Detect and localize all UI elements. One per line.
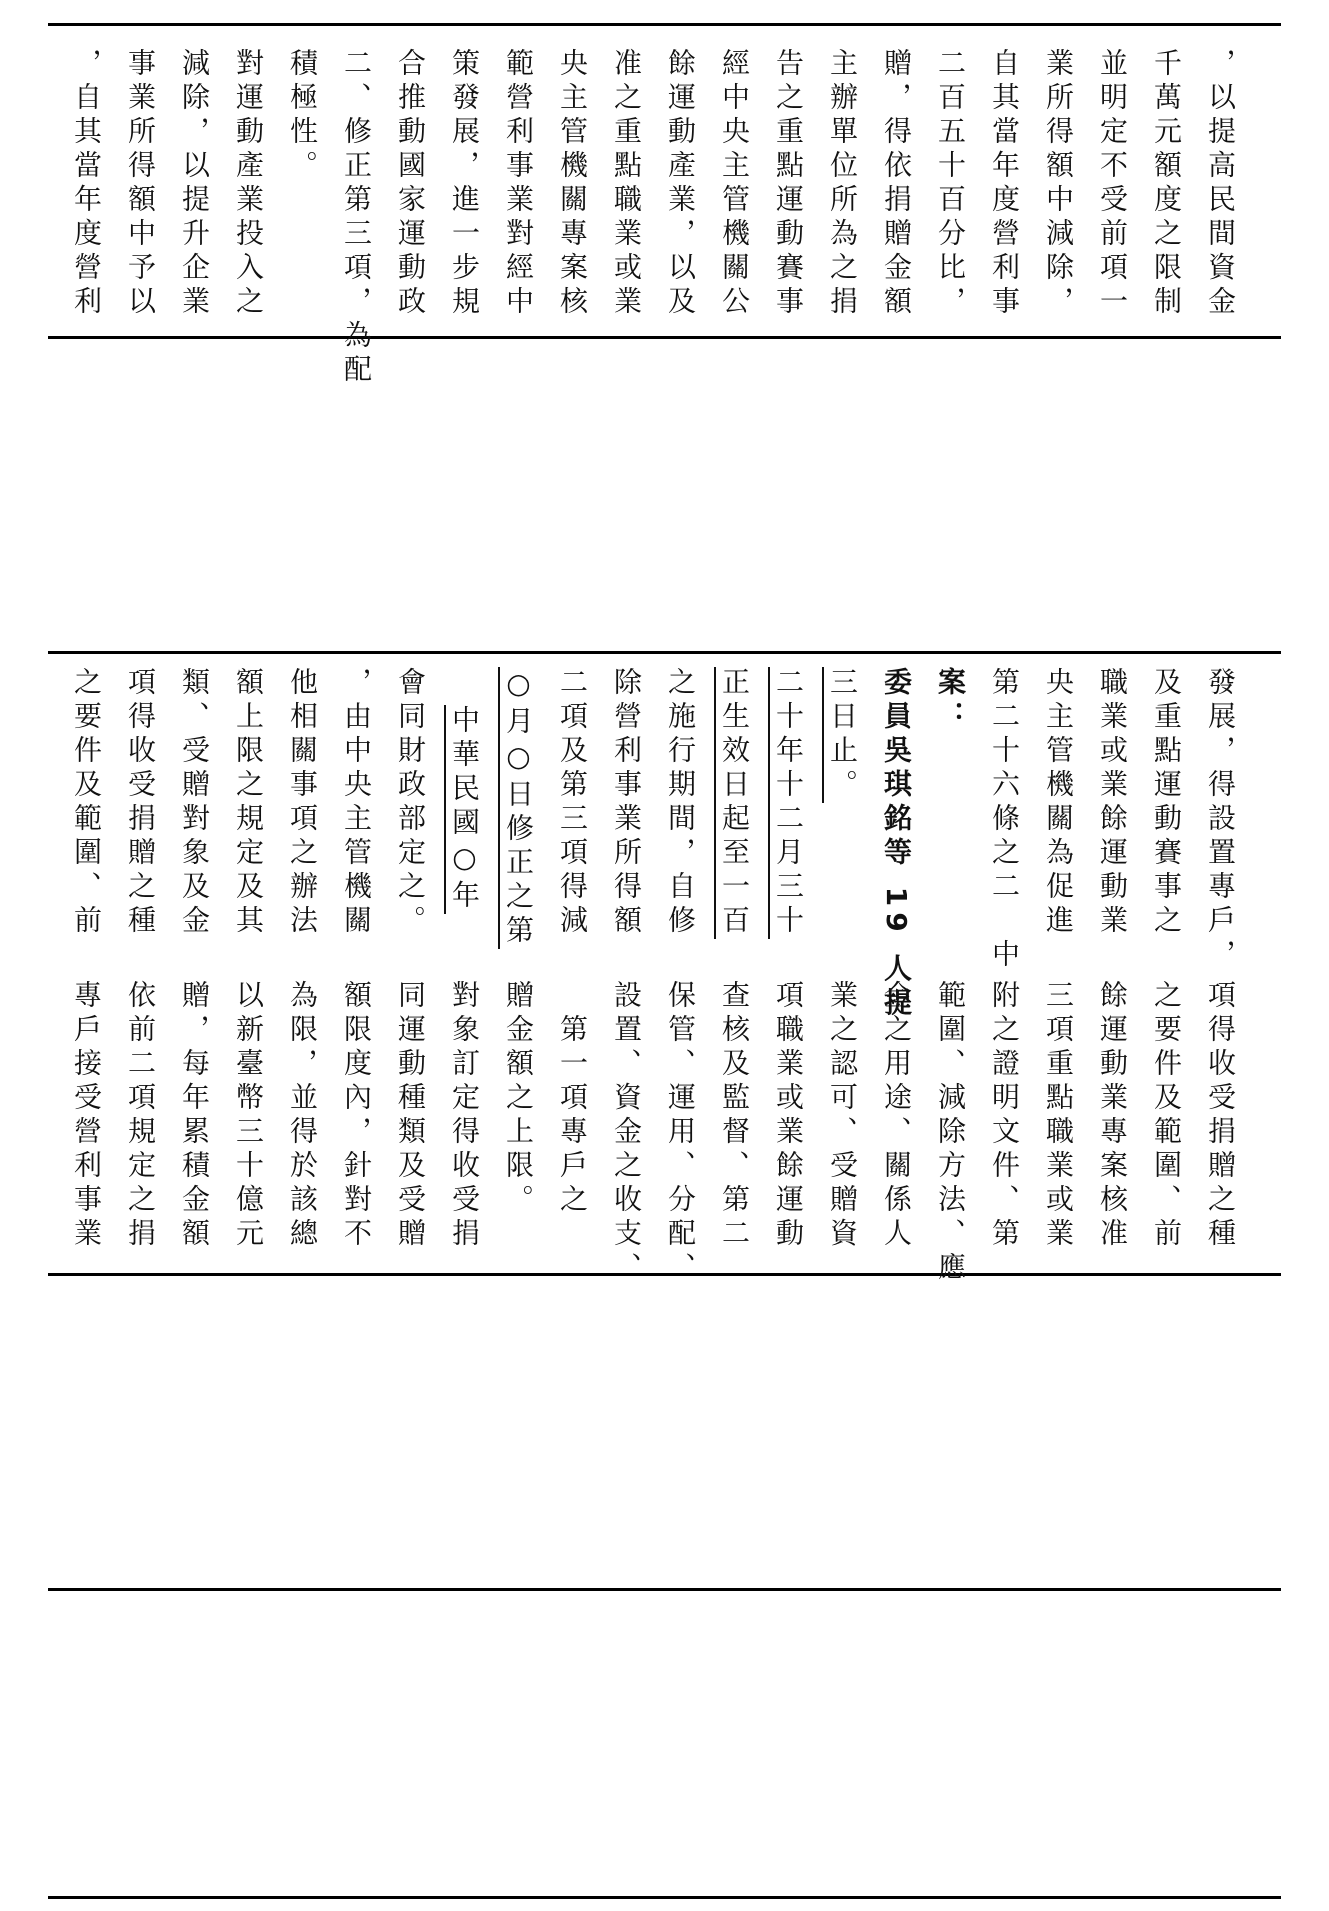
text-column: 餘運動產業，以及	[664, 48, 697, 320]
text-column: 以新臺幣三十億元	[232, 980, 265, 1252]
text-column: 合推動國家運動政	[394, 48, 427, 320]
text-column: 附之證明文件、第	[988, 980, 1021, 1252]
rule-2	[48, 336, 1281, 339]
text-column: 設置、資金之收支、	[610, 980, 643, 1286]
text-column: 對運動產業投入之	[232, 48, 265, 320]
text-column: 項得收受捐贈之種	[124, 667, 157, 939]
text-column: ，由中央主管機關	[340, 667, 373, 939]
text-column: 範營利事業對經中	[502, 48, 535, 320]
text-column: 千萬元額度之限制	[1150, 48, 1183, 320]
rule-3	[48, 651, 1281, 654]
text-column: ，自其當年度營利	[70, 48, 103, 320]
text-column: 經中央主管機關公	[718, 48, 751, 320]
proposer-heading-cont: 案：	[934, 667, 967, 735]
text-column: 之要件及範圍、前	[1150, 980, 1183, 1252]
rule-5	[48, 1588, 1281, 1591]
text-column: 第一項專戶之	[556, 1014, 589, 1218]
text-column: 職業或業餘運動業	[1096, 667, 1129, 939]
text-column: 會同財政部定之。	[394, 667, 427, 939]
text-column: 及重點運動賽事之	[1150, 667, 1183, 939]
text-column: 為限，並得於該總	[286, 980, 319, 1252]
text-column: 之施行期間，自修	[664, 667, 697, 939]
text-column: 項職業或業餘運動	[772, 980, 805, 1252]
text-column: 三項重點職業或業	[1042, 980, 1075, 1252]
text-column: 項得收受捐贈之種	[1204, 980, 1237, 1252]
text-column: 准之重點職業或業	[610, 48, 643, 320]
text-column: 額限度內，針對不	[340, 980, 373, 1252]
text-column: ，以提高民間資金	[1204, 48, 1237, 320]
text-column: 贈，得依捐贈金額	[880, 48, 913, 320]
proposer-heading: 委員吳琪銘等 19 人提	[880, 667, 913, 1022]
text-column: 央主管機關為促進	[1042, 667, 1075, 939]
text-column-underlined: 中華民國○年	[448, 705, 481, 914]
text-column: 額上限之規定及其	[232, 667, 265, 939]
text-column: 餘運動業專案核准	[1096, 980, 1129, 1252]
article-heading: 第二十六條之二 中	[988, 667, 1021, 973]
text-column: 二、修正第三項，為配	[340, 48, 373, 388]
rule-bottom	[48, 1896, 1281, 1899]
text-column: 事業所得額中予以	[124, 48, 157, 320]
rule-top	[48, 23, 1281, 26]
text-column: 發展，得設置專戶，	[1204, 667, 1237, 973]
text-column: 除營利事業所得額	[610, 667, 643, 939]
text-column-underlined: 二十年十二月三十	[772, 667, 805, 939]
text-column: 減除，以提升企業	[178, 48, 211, 320]
text-column-underlined: 三日止。	[826, 667, 859, 803]
text-column-underlined: 正生效日起至一百	[718, 667, 751, 939]
text-column: 他相關事項之辦法	[286, 667, 319, 939]
text-column: 業之認可、受贈資	[826, 980, 859, 1252]
text-column: 並明定不受前項一	[1096, 48, 1129, 320]
text-column: 主辦單位所為之捐	[826, 48, 859, 320]
text-column: 贈，每年累積金額	[178, 980, 211, 1252]
text-column: 業所得額中減除，	[1042, 48, 1075, 320]
text-column: 二項及第三項得減	[556, 667, 589, 939]
text-column: 策發展，進一步規	[448, 48, 481, 320]
text-column: 類、受贈對象及金	[178, 667, 211, 939]
text-column: 金之用途、關係人	[880, 980, 913, 1252]
text-column: 同運動種類及受贈	[394, 980, 427, 1252]
text-column: 之要件及範圍、前	[70, 667, 103, 939]
text-column: 二百五十百分比，	[934, 48, 967, 320]
text-column: 專戶接受營利事業	[70, 980, 103, 1252]
text-column: 贈金額之上限。	[502, 980, 535, 1218]
text-column: 央主管機關專案核	[556, 48, 589, 320]
text-column: 自其當年度營利事	[988, 48, 1021, 320]
text-column: 保管、運用、分配、	[664, 980, 697, 1286]
text-column: 範圍、減除方法、應	[934, 980, 967, 1286]
text-column-underlined: ○月○日修正之第	[502, 667, 535, 949]
text-column: 對象訂定得收受捐	[448, 980, 481, 1252]
text-column: 積極性。	[286, 48, 319, 184]
text-column: 依前二項規定之捐	[124, 980, 157, 1252]
text-column: 告之重點運動賽事	[772, 48, 805, 320]
text-column: 查核及監督、第二	[718, 980, 751, 1252]
